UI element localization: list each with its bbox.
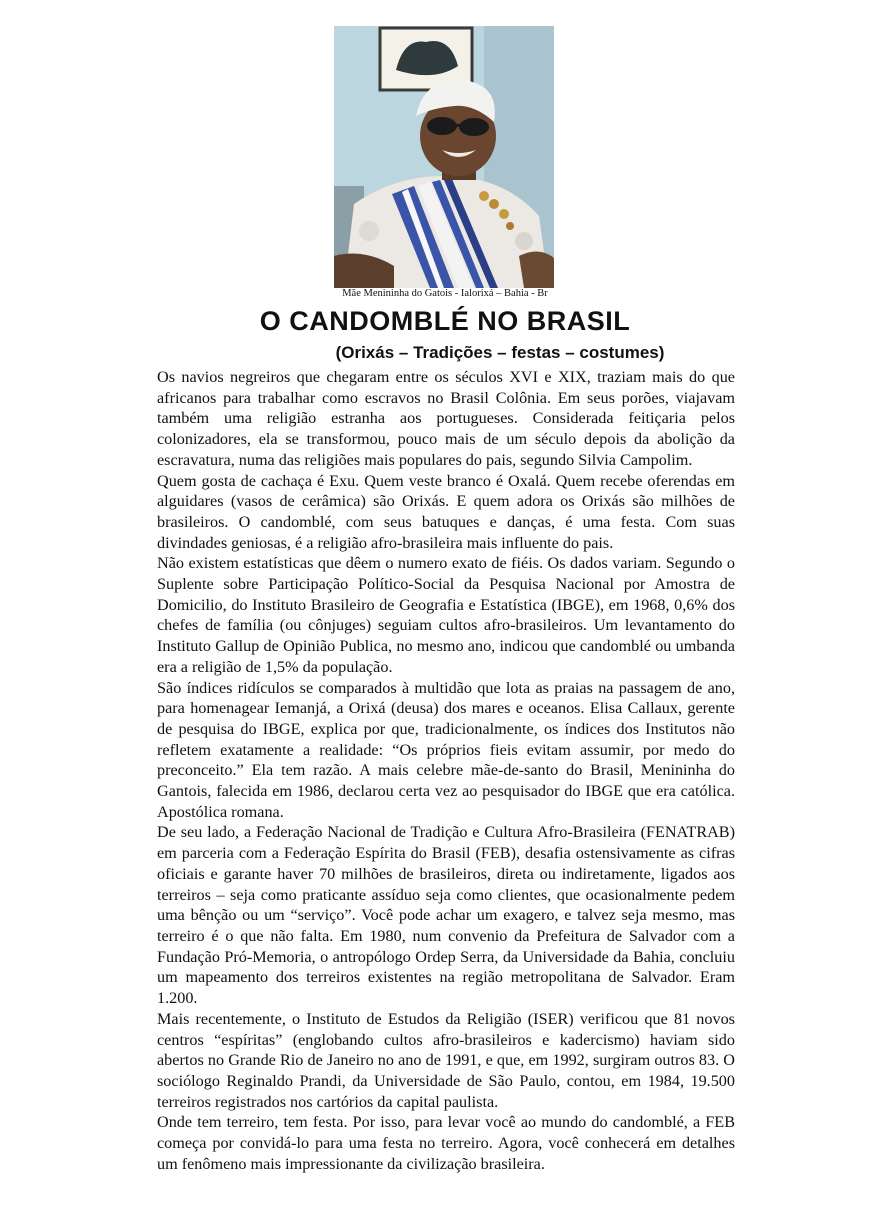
portrait-photo-icon: [334, 26, 554, 288]
portrait-photo: [334, 26, 554, 288]
article-body: [157, 367, 735, 1174]
paragraph: Onde tem terreiro, tem festa. Por isso, para levar você ao mundo do candomblé, a FEB começa por convidá-lo para uma festa no terreiro. Agora, você conhecerá em detalhes um fenômeno mais impressionante da civilização brasileira.: [157, 1113, 735, 1173]
paragraph: De seu lado, a Federação Nacional de Tradição e Cultura Afro-Brasileira (FENATRAB) em parceria com a Federação Espírita do Brasil (FEB), desafia ostensivamente as cifras oficiais e garante haver 70 milhões de brasileiros, direta ou indiretamente, ligados aos terreiros – seja como praticante assíduo seja como clientes, que ocasionalmente pedem uma bênção ou um “serviço”. Você pode achar um exagero, e talvez seja mesmo, mas terreiro é o que não falta. Em 1980, num convenio da Prefeitura de Salvador com a Fundação Pró-Memoria, o antropólogo Ordep Serra, da Universidade da Bahia, concluiu um mapeamento dos terreiros existentes na região metropolitana de Salvador. Eram 1.200.: [157, 823, 735, 1008]
paragraph: Os navios negreiros que chegaram entre os séculos XVI e XIX, traziam mais do que africanos para trabalhar como escravos no Brasil Colônia. Em seus porões, viajavam também uma religião estranha aos portugueses. Considerada feitiçaria pelos colonizadores, ela se transformou, pouco mais de um século depois da abolição da escravatura, numa das religiões mais populares do pais, segundo Silvia Campolim.: [157, 368, 735, 469]
paragraph: São índices ridículos se comparados à multidão que lota as praias na passagem de ano, para homenagear Iemanjá, a Orixá (deusa) dos mares e oceanos. Elisa Callaux, gerente de pesquisa do IBGE, explica por que, tradicionalmente, os índices dos Institutos não refletem exatamente a realidade: “Os próprios fieis evitam assumir, por medo do preconceito.” Ela tem razão. A mais celebre mãe-de-santo do Brasil, Menininha do Gantois, falecida em 1986, declarou certa vez ao pesquisador do IBGE que era católica. Apostólica romana.: [157, 678, 735, 821]
paragraph: Não existem estatísticas que dêem o numero exato de fiéis. Os dados variam. Segundo o Suplente sobre Participação Político-Social da Pesquisa Nacional por Amostra de Domicilio, do Instituto Brasileiro de Geografia e Estatística (IBGE), em 1968, 0,6% dos chefes de família (ou cônjuges) seguiam cultos afro-brasileiros. Um levantamento do Instituto Gallup de Opinião Publica, no mesmo ano, indicou que candomblé ou umbanda era a religião de 1,5% da população.: [157, 554, 735, 676]
page-subtitle: (Orixás – Tradições – festas – costumes): [335, 343, 665, 362]
photo-caption: Mãe Menininha do Gatois - Ialorixá – Bahia - Br: [342, 288, 548, 299]
paragraph: Quem gosta de cachaça é Exu. Quem veste branco é Oxalá. Quem recebe oferendas em alguidares (vasos de cerâmica) são Orixás. E quem adora os Orixás são milhões de brasileiros. O candomblé, com seus batuques e danças, é uma festa. Com suas divindades geniosas, é a religião afro-brasileira mais influente do pais.: [157, 471, 735, 552]
page-title: O CANDOMBLÉ NO BRASIL: [259, 306, 631, 336]
paragraph: Mais recentemente, o Instituto de Estudos da Religião (ISER) verificou que 81 novos centros “espíritas” (englobando cultos afro-brasileiros e kadercismo) haviam sido abertos no Grande Rio de Janeiro no ano de 1991, e que, em 1992, surgiram outros 83. O sociólogo Reginaldo Prandi, da Universidade de São Paulo, contou, em 1984, 19.500 terreiros registrados nos cartórios da capital paulista.: [157, 1009, 735, 1111]
